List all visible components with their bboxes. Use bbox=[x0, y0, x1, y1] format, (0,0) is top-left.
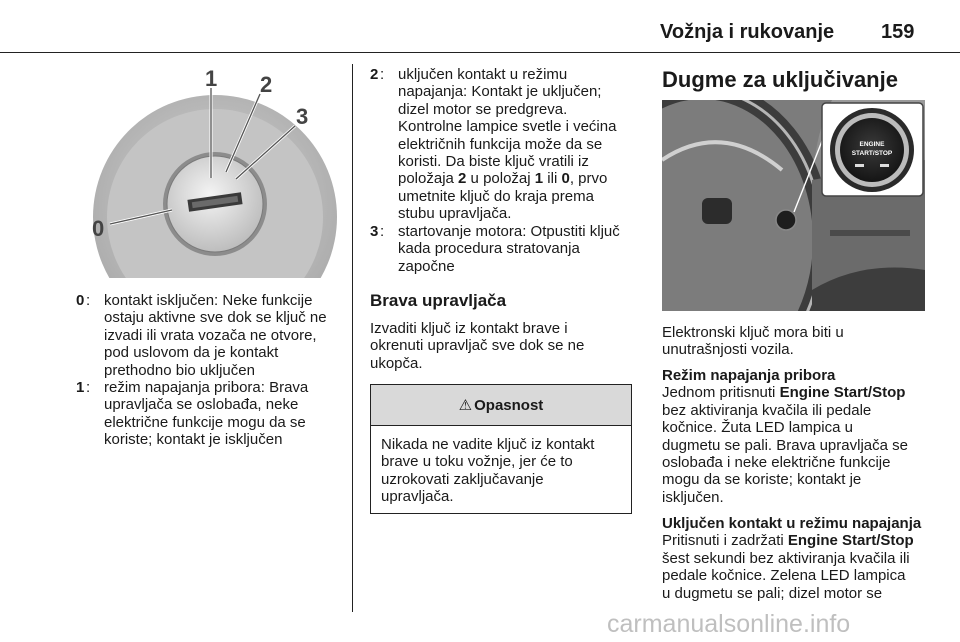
paragraph-line: Elektronski ključ mora biti u bbox=[662, 324, 844, 341]
paragraph-line: oslobađa i neke električne funkcije bbox=[662, 454, 891, 472]
paragraph-line: kočnice. Žuta LED lampica u bbox=[662, 419, 853, 437]
item-line: dizel motor se predgreva. bbox=[398, 100, 568, 118]
text-run: položaja bbox=[398, 170, 459, 188]
paragraph-line: šest sekundi bez aktiviranja kvačila ili bbox=[662, 549, 910, 567]
paragraph-line: dugmetu se pali. Brava upravljača se bbox=[662, 436, 908, 454]
paragraph-line: okrenuti upravljač sve dok se ne bbox=[370, 337, 585, 355]
paragraph-line: isključen. bbox=[662, 488, 724, 506]
section-heading-power-button: Dugme za uključivanje bbox=[662, 67, 898, 92]
item-text bbox=[398, 66, 616, 223]
column-divider bbox=[352, 64, 353, 612]
item-line: električnih funkcija može da se bbox=[398, 135, 603, 153]
list-item-position-2 bbox=[370, 66, 640, 226]
figure-label-2: 2 bbox=[260, 72, 273, 97]
item-key: 3 bbox=[370, 223, 379, 240]
item-separator: : bbox=[380, 223, 385, 240]
danger-title: Opasnost bbox=[474, 397, 544, 414]
page-number: 159 bbox=[881, 21, 915, 43]
item-key: 1 bbox=[76, 379, 85, 396]
position-ref: 1 bbox=[534, 170, 544, 188]
paragraph-line: Izvaditi ključ iz kontakt brave i bbox=[370, 320, 568, 337]
position-ref: 2 bbox=[458, 170, 467, 188]
paragraph-line: unutrašnjosti vozila. bbox=[662, 341, 794, 359]
item-key: 2 bbox=[370, 66, 379, 83]
item-line: startovanje motora: Otpustiti ključ bbox=[398, 223, 620, 240]
text-run: , prvo bbox=[569, 170, 608, 188]
item-line: napajanja: Kontakt je uključen; bbox=[398, 83, 602, 101]
figure-label-1: 1 bbox=[205, 66, 218, 91]
item-line: električne funkcije mogu da se bbox=[104, 413, 306, 431]
paragraph-line: mogu da se koriste; kontakt je bbox=[662, 471, 862, 489]
item-line: upravljača se oslobađa, neke bbox=[104, 396, 299, 414]
subsection-heading: Uključen kontakt u režimu napajanja bbox=[662, 515, 922, 532]
item-separator: : bbox=[86, 379, 91, 396]
item-text bbox=[104, 379, 308, 449]
paragraph-line: pedale kočnice. Zelena LED lampica bbox=[662, 567, 906, 585]
position-ref: 0 bbox=[561, 170, 570, 188]
figure-label-3: 3 bbox=[296, 104, 309, 129]
paragraph-line: upravljača. bbox=[381, 488, 454, 506]
item-key: 0 bbox=[76, 292, 85, 309]
item-separator: : bbox=[380, 66, 385, 83]
start-stop-button-photo bbox=[662, 100, 925, 311]
paragraph-line: ukopča. bbox=[370, 354, 423, 372]
danger-text bbox=[371, 426, 631, 506]
text-run: Jednom pritisnuti bbox=[662, 384, 780, 402]
item-line: prethodno bio uključen bbox=[104, 361, 255, 379]
list-item-position-3 bbox=[370, 223, 640, 277]
accessory-mode-section bbox=[662, 367, 957, 506]
item-line: kontakt isključen: Neke funkcije bbox=[104, 292, 313, 309]
paragraph-line: brave u toku vožnje, jer će to bbox=[381, 453, 573, 471]
item-text bbox=[398, 223, 620, 275]
watermark: carmanualsonline.info bbox=[607, 610, 851, 638]
section-heading-steering-lock: Brava upravljača bbox=[370, 291, 507, 310]
item-text bbox=[104, 292, 327, 379]
text-run: u položaj bbox=[466, 170, 535, 188]
steering-lock-paragraph bbox=[370, 320, 640, 372]
control-name: Engine Start/Stop bbox=[787, 532, 914, 550]
start-stop-label: START/STOP bbox=[851, 150, 893, 157]
item-line: uključen kontakt u režimu bbox=[398, 66, 568, 83]
text-run: ili bbox=[543, 170, 562, 188]
paragraph-line: u dugmetu se pali; dizel motor se bbox=[662, 584, 883, 602]
header-rule bbox=[0, 52, 960, 53]
item-line: pod uslovom da je kontakt bbox=[104, 344, 279, 362]
danger-box bbox=[370, 384, 632, 514]
list-item-position-0 bbox=[76, 292, 352, 382]
item-line: koriste; kontakt je isključen bbox=[104, 431, 283, 449]
item-line: stubu upravljača. bbox=[398, 205, 512, 223]
paragraph-line bbox=[662, 532, 957, 549]
ignition-switch-figure bbox=[90, 62, 338, 278]
item-line: Kontrolne lampice svetle i većina bbox=[398, 118, 617, 136]
warning-triangle-icon: ⚠ bbox=[458, 396, 473, 414]
electronic-key-paragraph bbox=[662, 324, 952, 359]
item-separator: : bbox=[86, 292, 91, 309]
paragraph-line: uzrokovati zaključavanje bbox=[381, 470, 544, 488]
list-item-position-1 bbox=[76, 379, 352, 451]
text-run: Pritisnuti i zadržati bbox=[662, 532, 788, 550]
item-line: kada procedura stratovanja bbox=[398, 240, 580, 258]
item-line: umetnite ključ do kraja prema bbox=[398, 187, 594, 205]
paragraph-line bbox=[662, 384, 957, 401]
ignition-on-section bbox=[662, 515, 957, 602]
figure-label-0: 0 bbox=[92, 216, 105, 241]
item-line: režim napajanja pribora: Brava bbox=[104, 379, 309, 396]
item-line: započne bbox=[398, 257, 455, 275]
subsection-heading: Režim napajanja pribora bbox=[662, 367, 836, 384]
page-header-title: Vožnja i rukovanje bbox=[660, 21, 835, 43]
paragraph-line: Nikada ne vadite ključ iz kontakt bbox=[381, 436, 595, 453]
engine-label: ENGINE bbox=[859, 141, 885, 148]
control-name: Engine Start/Stop bbox=[779, 384, 906, 402]
paragraph-line: bez aktiviranja kvačila ili pedale bbox=[662, 401, 872, 419]
danger-header bbox=[371, 385, 631, 426]
item-line: ostaju aktivne sve dok se ključ ne bbox=[104, 309, 327, 327]
item-line bbox=[398, 170, 616, 187]
item-line: koristi. Da biste ključ vratili iz bbox=[398, 153, 589, 171]
item-line: izvadi ili vrata vozača ne otvore, bbox=[104, 326, 317, 344]
